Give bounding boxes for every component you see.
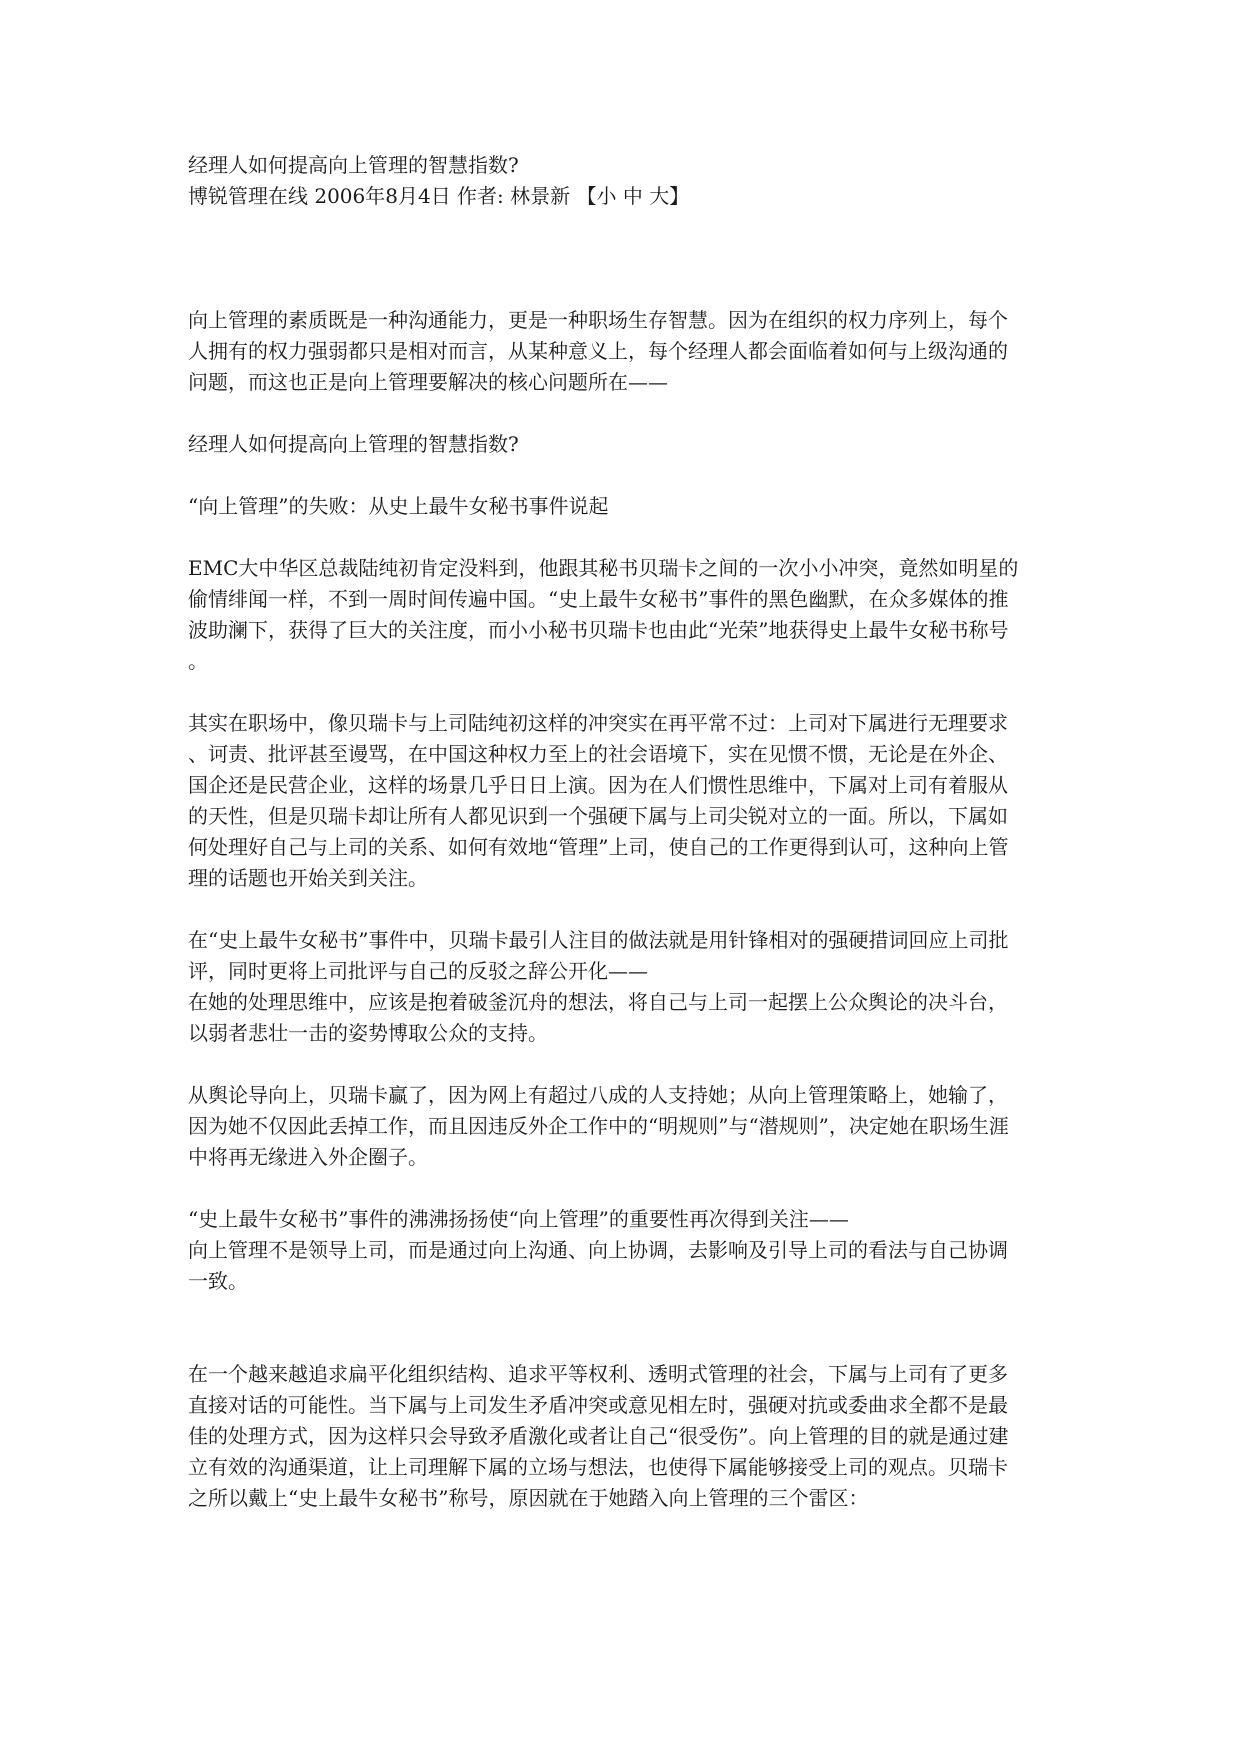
paragraph-line: 经理人如何提高向上管理的智慧指数?: [188, 432, 519, 456]
paragraph-line: 何处理好自己与上司的关系、如何有效地“管理”上司，使自己的工作更得到认可，这种向上管: [188, 835, 1009, 859]
paragraph-emc: [188, 553, 1054, 677]
paragraph-line: 向上管理的素质既是一种沟通能力，更是一种职场生存智慧。因为在组织的权力序列上，每个: [188, 308, 1008, 332]
paragraph-workplace: [188, 708, 1054, 894]
paragraph-line: 从舆论导向上，贝瑞卡赢了，因为网上有超过八成的人支持她；从向上管理策略上，她输了，: [188, 1083, 1008, 1107]
paragraph-line: 评，同时更将上司批评与自己的反驳之辞公开化——: [188, 959, 648, 983]
section-subheading: [188, 491, 1054, 522]
paragraph-line: 在她的处理思维中，应该是抱着破釜沉舟的想法，将自己与上司一起摆上公众舆论的决斗台，: [188, 990, 1008, 1014]
paragraph-line: 、诃责、批评甚至谩骂，在中国这种权力至上的社会语境下，实在见惯不惯，无论是在外企、: [188, 742, 1008, 766]
paragraph-line: 在“史上最牛女秘书”事件中，贝瑞卡最引人注目的做法就是用针锋相对的强硬措词回应上司批: [188, 928, 1009, 952]
paragraph-definition: [188, 1204, 1054, 1297]
paragraph-line: 中将再无缘进入外企圈子。: [188, 1145, 428, 1169]
paragraph-line: 因为她不仅因此丢掉工作，而且因违反外企工作中的“明规则”与“潜规则”，决定她在职场生涯: [188, 1114, 1009, 1138]
paragraph-outcome: [188, 1080, 1054, 1173]
paragraph-incident: [188, 925, 1054, 1049]
article-byline: 博锐管理在线 2006年8月4日 作者: 林景新 【小 中 大】: [188, 184, 690, 208]
paragraph-conclusion: [188, 1359, 1054, 1514]
paragraph-line: 佳的处理方式，因为这样只会导致矛盾激化或者让自己“很受伤”。向上管理的目的就是通过建: [188, 1424, 1009, 1448]
article-title: 经理人如何提高向上管理的智慧指数?: [188, 153, 519, 177]
paragraph-line: 一致。: [188, 1269, 248, 1293]
paragraph-line: 向上管理不是领导上司，而是通过向上沟通、向上协调，去影响及引导上司的看法与自己协调: [188, 1238, 1008, 1262]
paragraph-line: “向上管理”的失败：从史上最牛女秘书事件说起: [188, 494, 609, 518]
paragraph-line: “史上最牛女秘书”事件的沸沸扬扬使“向上管理”的重要性再次得到关注——: [188, 1207, 849, 1231]
paragraph-line: 国企还是民营企业，这样的场景几乎日日上演。因为在人们惯性思维中，下属对上司有着服从: [188, 773, 1008, 797]
paragraph-line: 立有效的沟通渠道，让上司理解下属的立场与想法，也使得下属能够接受上司的观点。贝瑞卡: [188, 1455, 1008, 1479]
paragraph-line: 波助澜下，获得了巨大的关注度，而小小秘书贝瑞卡也由此“光荣”地获得史上最牛女秘书称号: [188, 618, 1009, 642]
paragraph-line: 之所以戴上“史上最牛女秘书”称号，原因就在于她踏入向上管理的三个雷区：: [188, 1486, 869, 1510]
paragraph-line: 。: [188, 649, 208, 673]
paragraph-line: 偷情绯闻一样，不到一周时间传遍中国。“史上最牛女秘书”事件的黑色幽默，在众多媒体的推: [188, 587, 1009, 611]
paragraph-line: 在一个越来越追求扁平化组织结构、追求平等权利、透明式管理的社会，下属与上司有了更多: [188, 1362, 1008, 1386]
paragraph-line: 理的话题也开始关到关注。: [188, 866, 428, 890]
paragraph-intro: [188, 305, 1054, 398]
paragraph-line: 直接对话的可能性。当下属与上司发生矛盾冲突或意见相左时，强硬对抗或委曲求全都不是最: [188, 1393, 1008, 1417]
paragraph-line: 的天性，但是贝瑞卡却让所有人都见识到一个强硬下属与上司尖锐对立的一面。所以，下属如: [188, 804, 1008, 828]
paragraph-line: 问题，而这也正是向上管理要解决的核心问题所在——: [188, 370, 668, 394]
paragraph-line: 人拥有的权力强弱都只是相对而言，从某种意义上，每个经理人都会面临着如何与上级沟通的: [188, 339, 1008, 363]
paragraph-line: 以弱者悲壮一击的姿势博取公众的支持。: [188, 1021, 548, 1045]
section-heading: [188, 429, 1054, 460]
document-page: [188, 150, 1054, 1514]
paragraph-line: 其实在职场中，像贝瑞卡与上司陆纯初这样的冲突实在再平常不过：上司对下属进行无理要求: [188, 711, 1008, 735]
paragraph-line: EMC大中华区总裁陆纯初肯定没料到，他跟其秘书贝瑞卡之间的一次小小冲突，竟然如明星的: [188, 556, 1019, 580]
